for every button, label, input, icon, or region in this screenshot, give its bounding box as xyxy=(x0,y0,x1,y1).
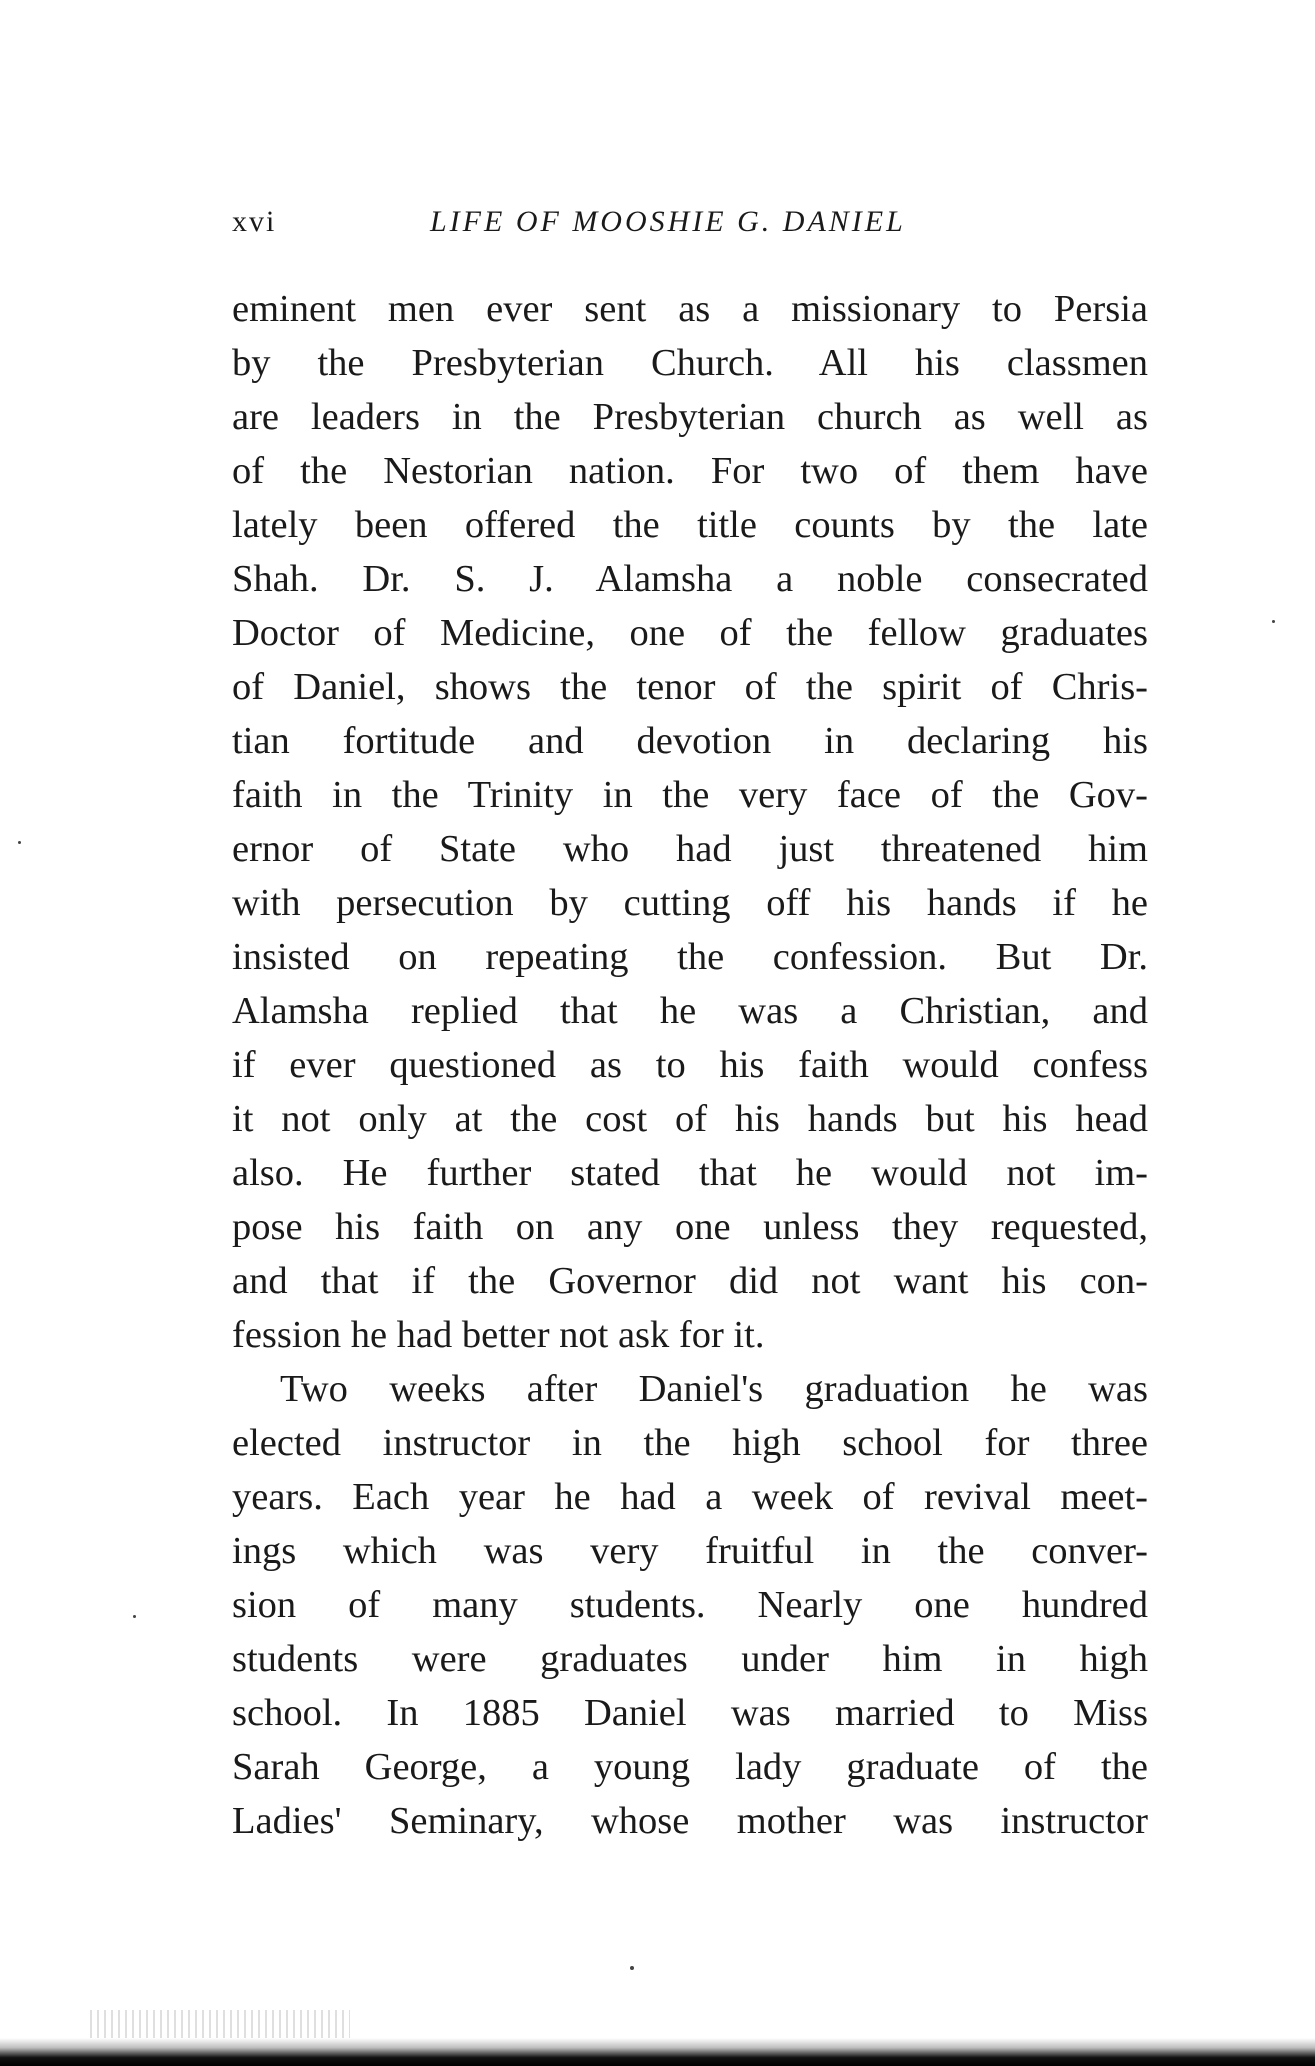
text-line: of the Nestorian nation. For two of them have xyxy=(232,450,1148,492)
text-line: and that if the Governor did not want his con- xyxy=(232,1260,1148,1302)
text-line: also. He further stated that he would not im- xyxy=(232,1152,1148,1194)
text-line: Ladies' Seminary, whose mother was instructor xyxy=(232,1800,1148,1842)
text-line: Two weeks after Daniel's graduation he was xyxy=(280,1368,1148,1410)
text-line: faith in the Trinity in the very face of the Gov- xyxy=(232,774,1148,816)
text-line: students were graduates under him in high xyxy=(232,1638,1148,1680)
text-line: sion of many students. Nearly one hundred xyxy=(232,1584,1148,1626)
text-line: years. Each year he had a week of revival meet- xyxy=(232,1476,1148,1518)
scan-speck xyxy=(18,841,21,844)
text-line: school. In 1885 Daniel was married to Miss xyxy=(232,1692,1148,1734)
page-number: xvi xyxy=(232,205,277,238)
text-line: Shah. Dr. S. J. Alamsha a noble consecrated xyxy=(232,558,1148,600)
running-head xyxy=(232,205,1112,245)
text-line: of Daniel, shows the tenor of the spirit of Chris- xyxy=(232,666,1148,708)
body-text xyxy=(232,282,1148,1848)
scan-noise xyxy=(90,2010,350,2040)
text-line: elected instructor in the high school for three xyxy=(232,1422,1148,1464)
text-line: Alamsha replied that he was a Christian, and xyxy=(232,990,1148,1032)
text-line: eminent men ever sent as a missionary to Persia xyxy=(232,288,1148,330)
text-line: ings which was very fruitful in the conver- xyxy=(232,1530,1148,1572)
text-line: Doctor of Medicine, one of the fellow graduates xyxy=(232,612,1148,654)
paragraph-2 xyxy=(232,1362,1148,1848)
text-line: fession he had better not ask for it. xyxy=(232,1314,765,1356)
text-line: lately been offered the title counts by the late xyxy=(232,504,1148,546)
scan-speck xyxy=(630,1966,634,1970)
text-line: Sarah George, a young lady graduate of the xyxy=(232,1746,1148,1788)
text-line: ernor of State who had just threatened him xyxy=(232,828,1148,870)
text-line: by the Presbyterian Church. All his classmen xyxy=(232,342,1148,384)
text-line: if ever questioned as to his faith would confess xyxy=(232,1044,1148,1086)
text-line: insisted on repeating the confession. But Dr. xyxy=(232,936,1148,978)
scan-speck xyxy=(133,1615,136,1618)
text-line: it not only at the cost of his hands but his head xyxy=(232,1098,1148,1140)
page-bottom-edge xyxy=(0,2038,1315,2066)
running-title: LIFE OF MOOSHIE G. DANIEL xyxy=(430,205,906,238)
text-line: are leaders in the Presbyterian church as well as xyxy=(232,396,1148,438)
text-line: with persecution by cutting off his hands if he xyxy=(232,882,1148,924)
scan-speck xyxy=(1272,620,1275,623)
text-line: pose his faith on any one unless they requested, xyxy=(232,1206,1148,1248)
paragraph-1 xyxy=(232,282,1148,1362)
text-line: tian fortitude and devotion in declaring his xyxy=(232,720,1148,762)
